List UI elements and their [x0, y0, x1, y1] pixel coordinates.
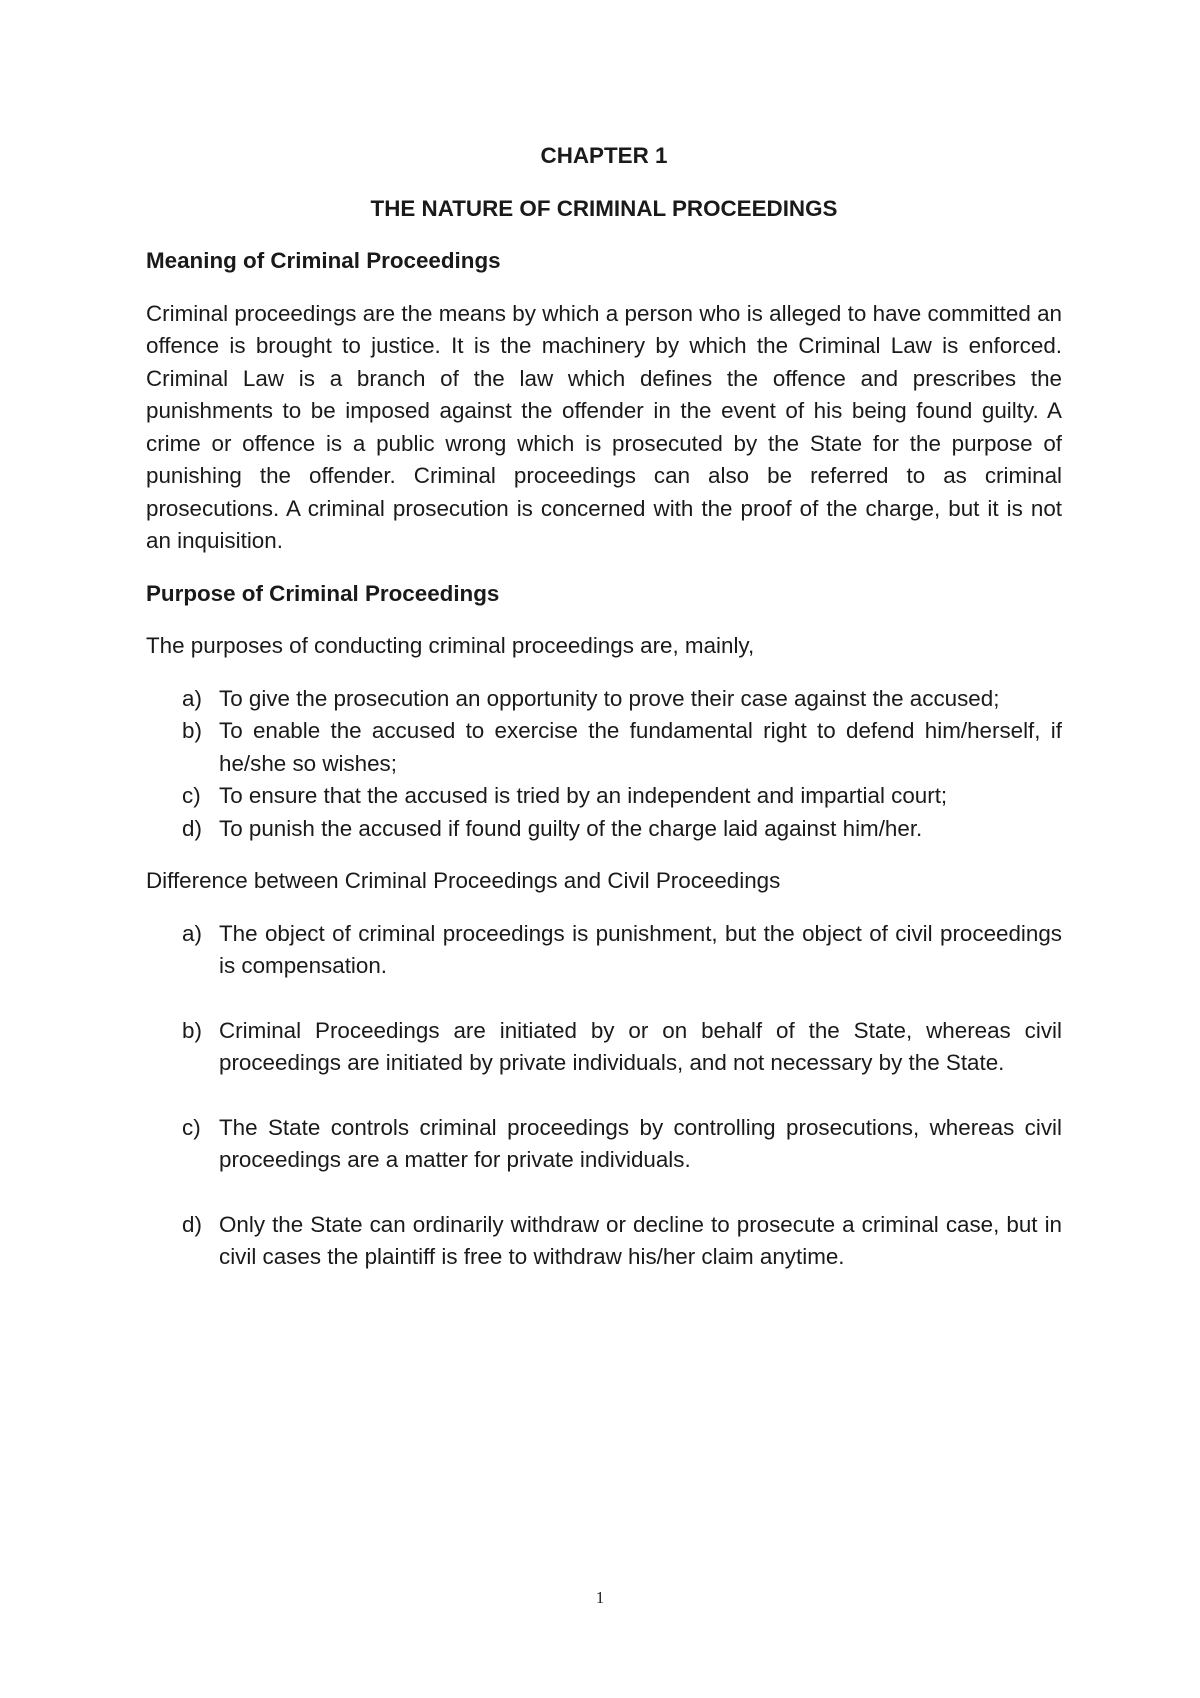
list-item: [182, 780, 1062, 813]
list-item: [182, 813, 1062, 846]
list-item-text: Only the State can ordinarily withdraw or decline to prosecute a criminal case, but in civil cases the plaintiff is free to withdraw his/her claim anytime.: [219, 1211, 1062, 1269]
list-marker: d): [182, 1211, 202, 1237]
list-item-text: The State controls criminal proceedings by controlling prosecutions, whereas civil proceedings are a matter for private individuals.: [219, 1114, 1062, 1172]
page-number: 1: [595, 1588, 605, 1607]
list-marker: b): [182, 1017, 202, 1043]
list-item-text: The object of criminal proceedings is punishment, but the object of civil proceedings is compensation.: [219, 920, 1062, 978]
list-marker: c): [182, 1114, 201, 1140]
list-marker: b): [182, 718, 202, 743]
meaning-heading: Meaning of Criminal Proceedings: [146, 248, 501, 273]
list-item: [182, 683, 1062, 716]
list-item: [182, 1015, 1062, 1080]
list-item: [182, 1112, 1062, 1177]
list-item: [182, 715, 1062, 780]
list-item-text: To enable the accused to exercise the fundamental right to defend him/herself, if he/she so wishes;: [219, 718, 1062, 776]
purpose-list: [146, 683, 1062, 846]
purpose-intro: The purposes of conducting criminal proceedings are, mainly,: [146, 633, 755, 658]
list-marker: a): [182, 685, 202, 711]
list-marker: a): [182, 920, 202, 946]
list-item: [182, 918, 1062, 983]
list-marker: c): [182, 783, 201, 808]
page-title: THE NATURE OF CRIMINAL PROCEEDINGS: [370, 195, 838, 221]
chapter-label: CHAPTER 1: [540, 143, 668, 168]
list-item: [182, 1209, 1062, 1274]
difference-heading: Difference between Criminal Proceedings and Civil Proceedings: [146, 868, 781, 893]
list-item-text: Criminal Proceedings are initiated by or on behalf of the State, whereas civil proceedings are initiated by private individuals, and not necessary by the State.: [219, 1017, 1062, 1075]
list-item-text: To give the prosecution an opportunity to prove their case against the accused;: [219, 685, 1000, 711]
list-marker: d): [182, 815, 202, 841]
purpose-heading: Purpose of Criminal Proceedings: [146, 580, 500, 606]
page-content: [146, 140, 1062, 1294]
list-item-text: To punish the accused if found guilty of the charge laid against him/her.: [219, 815, 923, 841]
difference-list: [146, 918, 1062, 1274]
meaning-paragraph: Criminal proceedings are the means by which a person who is alleged to have committed an offence is brought to justice. It is the machinery by which the Criminal Law is enforced. Criminal Law is a branch of the law which defines the offence and prescribes the punishments to be imposed against the offender in the event of his being found guilty. A crime or offence is a public wrong which is prosecuted by the State for the purpose of punishing the offender. Criminal proceedings can also be referred to as criminal prosecutions. A criminal prosecution is concerned with the proof of the charge, but it is not an inquisition.: [146, 300, 1062, 553]
list-item-text: To ensure that the accused is tried by an independent and impartial court;: [219, 783, 948, 808]
